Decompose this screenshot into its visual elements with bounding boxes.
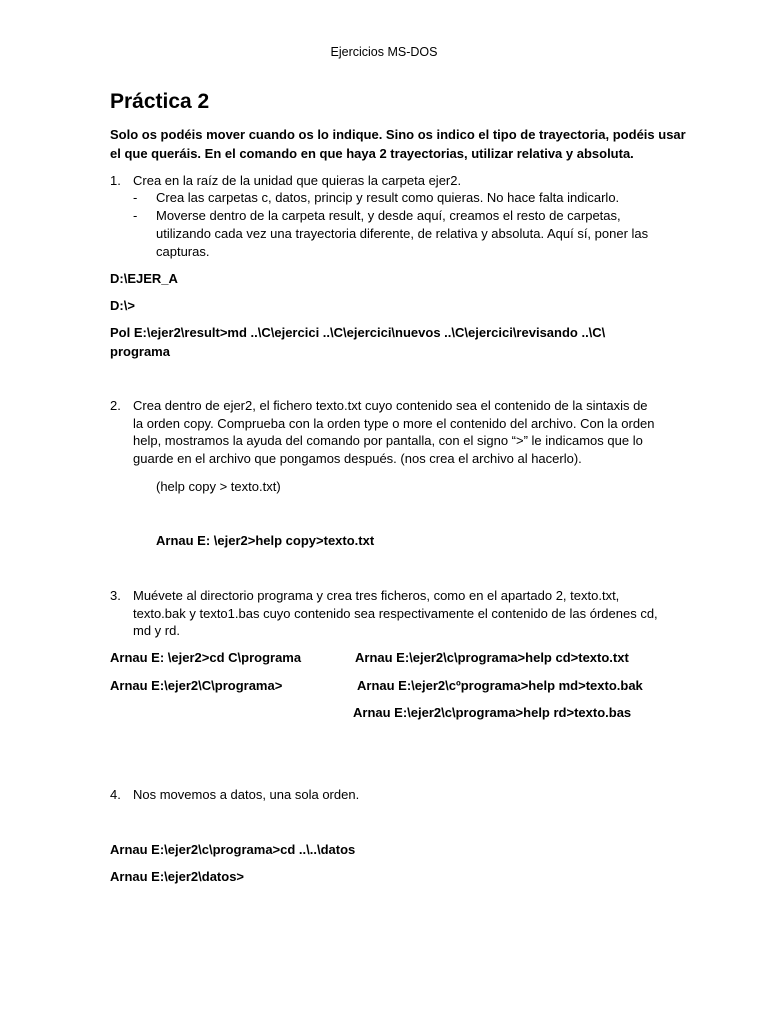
exercise-3-line: md y rd. (133, 623, 180, 638)
exercise-1-text: Crea en la raíz de la unidad que quieras la carpeta ejer2. (133, 173, 462, 188)
exercise-3-number: 3. (110, 588, 121, 603)
answer-line: D:\EJER_A (110, 271, 178, 286)
exercise-2-line: guarde en el archivo que pongamos después. (nos crea el archivo al hacerlo). (133, 451, 582, 466)
exercise-1-number: 1. (110, 173, 121, 188)
bullet-line: Moverse dentro de la carpeta result, y desde aquí, creamos el resto de carpetas, (156, 208, 621, 223)
exercise-2-line: Crea dentro de ejer2, el fichero texto.txt cuyo contenido sea el contenido de la sintaxis de (133, 398, 648, 413)
answer-line: Arnau E:\ejer2\C\programa> (110, 678, 283, 693)
page-header: Ejercicios MS-DOS (330, 45, 438, 59)
intro-line: el que queráis. En el comando en que haya 2 trayectorias, utilizar relativa y absoluta. (110, 146, 634, 161)
bullet-dash: - (133, 208, 138, 223)
bullet-dash: - (133, 190, 138, 205)
exercise-3-line: Muévete al directorio programa y crea tres ficheros, como en el apartado 2, texto.txt, (133, 588, 620, 603)
bullet-line: capturas. (156, 244, 210, 259)
answer-line: Arnau E:\ejer2\c\programa>help cd>texto.txt (355, 650, 629, 665)
exercise-2-number: 2. (110, 398, 121, 413)
exercise-2-line: help, mostramos la ayuda del comando por pantalla, con el signo “>” le indicamos que lo (133, 433, 643, 448)
answer-line: Arnau E:\ejer2\c\programa>cd ..\..\datos (110, 842, 356, 857)
page-title: Práctica 2 (110, 90, 210, 113)
exercise-4-number: 4. (110, 787, 121, 802)
answer-line: Pol E:\ejer2\result>md ..\C\ejercici ..\C\ejercici\nuevos ..\C\ejercici\revisando ..\C\ (110, 325, 606, 340)
exercise-2-line: la orden copy. Comprueba con la orden type o more el contenido del archivo. Con la orden (133, 416, 655, 431)
bullet-line: Crea las carpetas c, datos, princip y result como quieras. No hace falta indicarlo. (156, 190, 620, 205)
answer-line: Arnau E: \ejer2>help copy>texto.txt (156, 533, 375, 548)
answer-line: Arnau E:\ejer2\cºprograma>help md>texto.bak (357, 678, 643, 693)
answer-line: Arnau E:\ejer2\c\programa>help rd>texto.bas (353, 705, 632, 720)
intro-line: Solo os podéis mover cuando os lo indique. Sino os indico el tipo de trayectoria, podéis usar (110, 127, 686, 142)
exercise-3-line: texto.bak y texto1.bas cuyo contenido sea respectivamente el contenido de las órdenes cd, (133, 606, 658, 621)
answer-line: Arnau E:\ejer2\datos> (110, 869, 245, 884)
exercise-4-text: Nos movemos a datos, una sola orden. (133, 787, 360, 802)
answer-line: programa (110, 344, 170, 359)
exercise-2-hint: (help copy > texto.txt) (156, 479, 281, 494)
answer-line: Arnau E: \ejer2>cd C\programa (110, 650, 302, 665)
answer-line: D:\> (110, 298, 135, 313)
bullet-line: utilizando cada vez una trayectoria diferente, de relativa y absoluta. Aquí sí, poner las (156, 226, 649, 241)
